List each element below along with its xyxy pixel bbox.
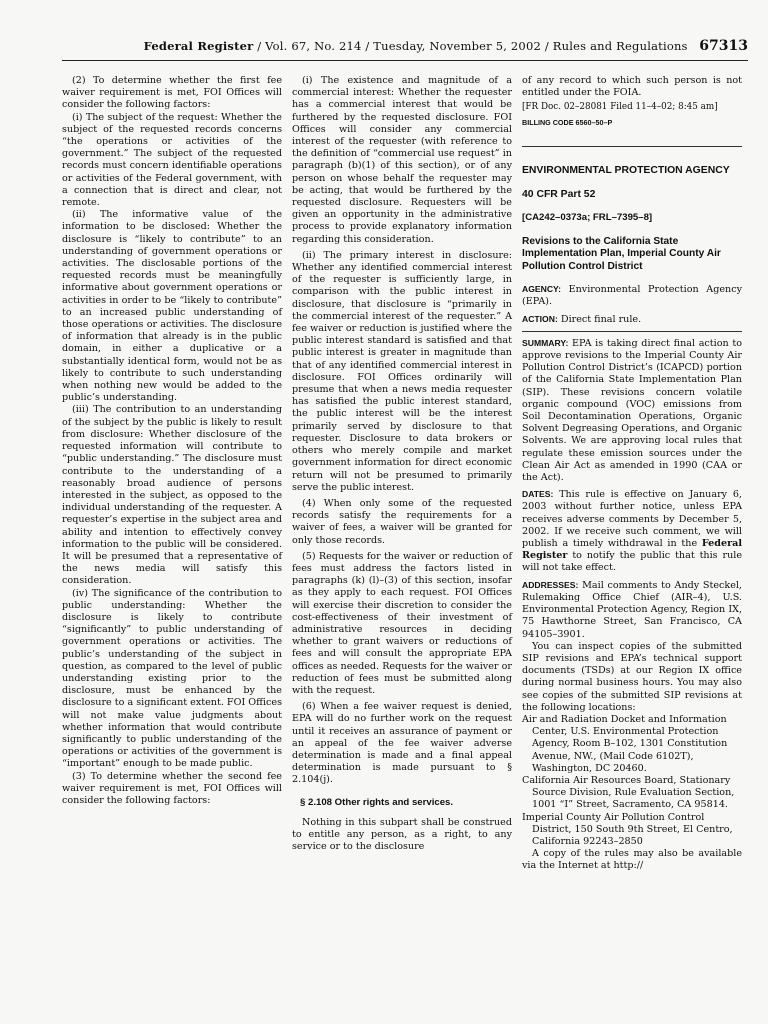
federal-register-ref: Federal Register xyxy=(522,538,742,562)
addresses-value: Mail comments to Andy Steckel, Rulemaking Office Chief (AIR–4), U.S. Environmental Protection Agency, Region IX, 75 Hawthorne Street, San Francisco, CA 94105–3901. xyxy=(522,579,742,640)
action-label: ACTION: xyxy=(522,313,558,324)
paragraph: (i) The existence and magnitude of a commercial interest: Whether the requester has a commercial interest that would be furthered by the requested disclosure. FOI Offices will consider any commercial interest of the requester (with reference to the definition of “commercial use request” in paragraph (b)(1) of this section), or of any person on whose behalf the requester may be acting, that would be furthered by the requested disclosure. Requesters will be given an opportunity in the administrative process to provide explanatory information regarding this consideration. xyxy=(292,75,512,245)
rule-title: Revisions to the California State Implementation Plan, Imperial County Air Pollution Control District xyxy=(522,235,721,272)
paragraph: (2) To determine whether the first fee waiver requirement is met, FOI Offices will consider the following factors: xyxy=(62,75,282,111)
column-3 xyxy=(522,75,742,873)
docket-number: [CA242–0373a; FRL–7395–8] xyxy=(522,211,653,223)
paragraph: (6) When a fee waiver request is denied, EPA will do no further work on the request until it receives an assurance of payment or an appeal of the fee waiver adverse determination is made and a final appeal determination is made pursuant to § 2.104(j). xyxy=(292,701,512,786)
billing-code: BILLING CODE 6560–50–P xyxy=(522,117,613,127)
column-2 xyxy=(292,75,512,873)
addresses-label: ADDRESSES: xyxy=(522,579,579,590)
header-rule xyxy=(62,60,748,61)
paragraph: (ii) The primary interest in disclosure: Whether any identified commercial interest of the requester is sufficiently large, in comparison with the public interest in disclosure, that disclosure is “primarily in the commercial interest of the requester.” A fee waiver or reduction is justified where the public interest standard is satisfied and that public interest is greater in magnitude than that of any identified commercial interest in disclosure. FOI Offices ordinarily will presume that when a news media requester has satisfied the public interest standard, the public interest will be the interest primarily served by disclosure to that requester. Disclosure to data brokers or others who merely compile and market government information for direct economic return will not be presumed to primarily serve the public interest. xyxy=(292,249,512,493)
paragraph: You can inspect copies of the submitted SIP revisions and EPA’s technical support documents (TSDs) at our Region IX office during normal business hours. You may also see copies of the submitted SIP revisions at the following locations: xyxy=(522,640,742,713)
agency-value: Environmental Protection Agency (EPA). xyxy=(522,284,742,308)
paragraph: (iii) The contribution to an understanding of the subject by the public is likely to result from disclosure: Whether disclosure of the requested information will contribute to “public understanding.” The disclosure must contribute to the understanding of a reasonably broad audience of persons interested in the subject, as opposed to the individual understanding of the requester. A requester’s expertise in the subject area and ability and intention to effectively convey information to the public will be considered. It will be presumed that a representative of the news media will satisfy this consideration. xyxy=(62,404,282,587)
agency-heading: ENVIRONMENTAL PROTECTION AGENCY xyxy=(522,164,730,176)
cfr-part: 40 CFR Part 52 xyxy=(522,189,596,201)
divider xyxy=(522,331,742,332)
paragraph: A copy of the rules may also be available via the Internet at http:// xyxy=(522,848,742,872)
paragraph: (4) When only some of the requested records satisfy the requirements for a waiver of fees, a waiver will be granted for only those records. xyxy=(292,497,512,546)
action-field xyxy=(522,313,742,326)
summary-label: SUMMARY: xyxy=(522,337,569,348)
dates-field xyxy=(522,488,742,574)
summary-field xyxy=(522,337,742,484)
text-columns xyxy=(62,75,748,873)
header-line xyxy=(144,39,688,53)
publication-name: Federal Register xyxy=(143,39,254,53)
paragraph: (iv) The significance of the contribution to public understanding: Whether the disclosure is likely to contribute “significantly” to public understanding of government operations or activities. The public’s understanding of the subject in question, as compared to the level of public understanding existing prior to the disclosure, must be enhanced by the disclosure to a significant extent. FOI Offices will not make value judgments about whether information that would contribute significantly to public understanding of the operations or activities of the government is “important” enough to be made public. xyxy=(62,587,283,770)
dates-label: DATES: xyxy=(522,489,554,500)
fr-doc-line: [FR Doc. 02–28081 Filed 11–4–02; 8:45 am] xyxy=(522,102,718,113)
agency-label: AGENCY: xyxy=(522,284,561,295)
addresses-field xyxy=(522,579,742,641)
paragraph: of any record to which such person is not entitled under the FOIA. xyxy=(522,75,742,99)
dates-value-end: to notify the public that this rule will not take effect. xyxy=(522,550,742,574)
section-heading: § 2.108 Other rights and services. xyxy=(300,796,454,808)
paragraph: (ii) The informative value of the information to be disclosed: Whether the disclosure is “likely to contribute” to an understanding of government operations or activities. The disclosable portions of the requested records must be meaningfully informative about government operations or activities in order to be “likely to contribute” to an increased public understanding of those operations or activities. The disclosure of information that already is in the public domain, in either a duplicative or a substantially identical form, would not be as likely to contribute to such understanding when nothing new would be added to the public’s understanding. xyxy=(62,209,282,404)
divider xyxy=(522,146,742,147)
action-value: Direct final rule. xyxy=(560,313,642,325)
summary-value: EPA is taking direct final action to approve revisions to the Imperial County Air Pollution Control District’s (ICAPCD) portion of the California State Implementation Plan (SIP). These revisions concern volatile organic compound (VOC) emissions from Soil Decontamination Operations, Organic Solvent Degreasing Operations, and Organic Solvents. We are approving local rules that regulate these emission sources under the Clean Air Act as amended in 1990 (CAA or the Act). xyxy=(522,337,742,484)
agency-field xyxy=(522,283,742,308)
header-details: / Vol. 67, No. 214 / Tuesday, November 5, 2002 / Rules and Regulations xyxy=(253,39,688,53)
column-1 xyxy=(62,75,282,873)
dates-value: This rule is effective on January 6, 2003 without further notice, unless EPA receives adverse comments by December 5, 2002. If we receive such comment, we will publish a timely withdrawal in the xyxy=(522,489,742,550)
page-header xyxy=(62,38,748,58)
address-location: Imperial County Air Pollution Control District, 150 South 9th Street, El Centro, California 92243–2850 xyxy=(522,811,733,847)
address-location: California Air Resources Board, Stationary Source Division, Rule Evaluation Section, 1001 “I” Street, Sacramento, CA 95814. xyxy=(522,774,735,811)
paragraph: (3) To determine whether the second fee waiver requirement is met, FOI Offices will consider the following factors: xyxy=(62,770,282,806)
address-location: Air and Radiation Docket and Information Center, U.S. Environmental Protection Agency, Room B–102, 1301 Constitution Avenue, NW., (Mail Code 6102T), Washington, DC 20460. xyxy=(522,713,728,774)
paragraph: Nothing in this subpart shall be construed to entitle any person, as a right, to any service or to the disclosure xyxy=(292,816,512,853)
paragraph: (i) The subject of the request: Whether the subject of the requested records concerns “the operations or activities of the government.” The subject of the requested records must concern identifiable operations or activities of the Federal government, with a connection that is direct and clear, not remote. xyxy=(62,111,282,209)
page-number: 67313 xyxy=(699,38,748,54)
paragraph: (5) Requests for the waiver or reduction of fees must address the factors listed in paragraphs (k) (l)–(3) of this section, insofar as they apply to each request. FOI Offices will exercise their discretion to consider the cost-effectiveness of their investment of administrative resources in deciding whether to grant waivers or reductions of fees and will consult the appropriate EPA offices as needed. Requests for the waiver or reduction of fees must be submitted along with the request. xyxy=(292,550,512,696)
